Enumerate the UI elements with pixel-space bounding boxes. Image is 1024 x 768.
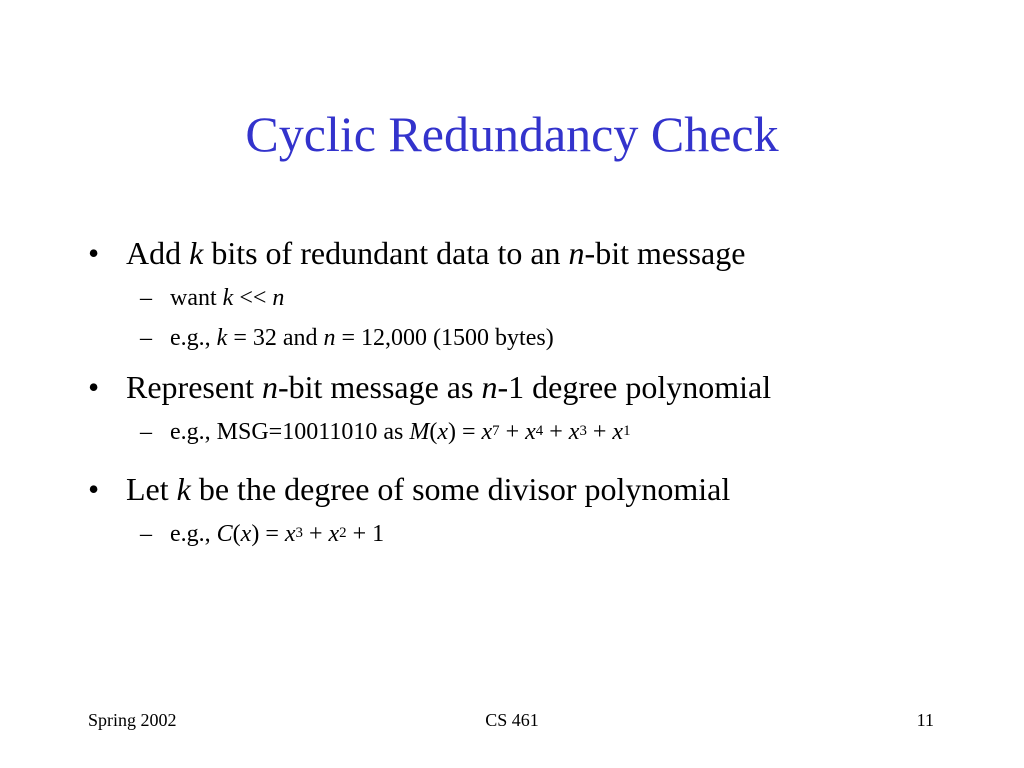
var-M: M [409,419,430,445]
bullet-item [88,468,988,510]
sub-bullet-item [88,322,988,354]
var-k: k [222,285,234,311]
footer-page-number: 11 [916,710,934,730]
var-x: x [328,521,340,547]
bullet-icon: • [88,235,100,271]
sub-bullet-text: want [170,285,223,311]
exponent: 4 [535,423,544,440]
footer-date: Spring 2002 [88,710,177,730]
var-n: n [261,369,278,405]
plus: + [543,419,569,445]
sub-bullet-text: e.g., MSG=10011010 as [170,419,410,445]
bullet-text: Add [126,235,190,271]
bullet-text: bits of redundant data to an [203,235,569,271]
bullet-item [88,366,988,408]
dash-icon: – [140,325,152,351]
var-n: n [568,235,585,271]
plus: + [499,419,526,445]
bullet-icon: • [88,369,100,405]
var-k: k [189,235,204,271]
sub-bullet-item [88,518,988,550]
exponent: 7 [492,423,500,440]
bullet-text: Let [126,471,177,507]
equals: ) = [447,419,482,445]
paren: ( [232,521,241,547]
exponent: 3 [579,423,587,440]
bullet-text: -bit message [584,235,746,271]
exponent: 1 [623,423,631,440]
equals: ) = [251,521,285,547]
dash-icon: – [140,521,152,547]
sub-bullet-item [88,282,988,314]
var-n: n [481,369,498,405]
plus: + [586,419,613,445]
var-x: x [240,521,252,547]
var-n: n [323,325,336,351]
bullet-text: Represent [126,369,262,405]
dash-icon: – [140,419,152,445]
sub-bullet-text: = 12,000 (1500 bytes) [335,325,554,351]
bullet-list [88,232,988,550]
var-k: k [216,325,228,351]
plus: + [302,521,329,547]
sub-bullet-text: << [233,285,273,311]
sub-bullet-text: e.g., [170,521,217,547]
var-n: n [272,285,285,311]
bullet-icon: • [88,471,100,507]
exponent: 3 [295,525,303,542]
slide-title: Cyclic Redundancy Check [245,106,779,162]
var-x: x [284,521,296,547]
dash-icon: – [140,285,152,311]
var-C: C [216,521,233,547]
sub-bullet-item [88,416,988,448]
var-k: k [176,471,191,507]
var-x: x [481,419,493,445]
var-x: x [612,419,624,445]
bullet-item [88,232,988,274]
paren: ( [429,419,438,445]
sub-bullet-text: e.g., [170,325,217,351]
sub-bullet-text: = 32 and [227,325,324,351]
var-x: x [568,419,580,445]
bullet-text: -bit message as [277,369,482,405]
bullet-text: -1 degree polynomial [497,369,772,405]
var-x: x [437,419,448,445]
var-x: x [525,419,536,445]
bullet-text: be the degree of some divisor polynomial [190,471,731,507]
footer-course: CS 461 [485,710,539,730]
constant: + 1 [346,521,385,547]
exponent: 2 [339,525,347,542]
